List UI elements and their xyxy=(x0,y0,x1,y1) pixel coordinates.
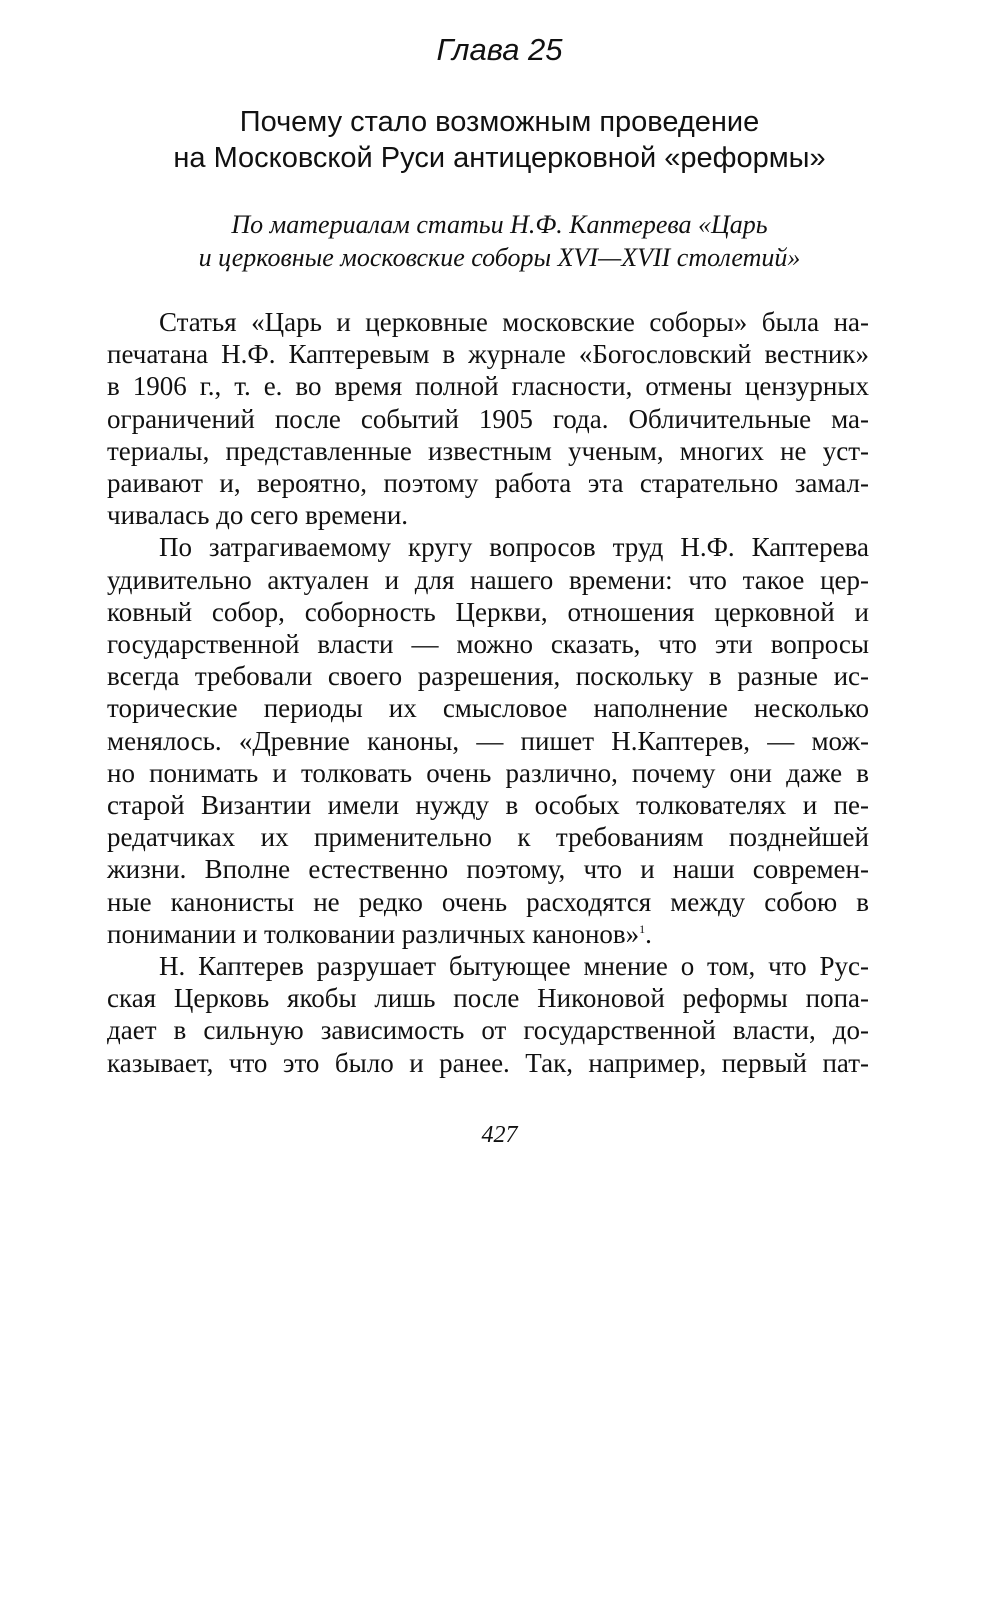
text-line: государственной власти — можно сказать, что эти вопросы xyxy=(107,629,869,660)
text-line: ковный собор, соборность Церкви, отношения церковной и xyxy=(107,596,869,627)
text-line xyxy=(107,918,869,950)
text-line-content: понимании и толковании различных канонов» xyxy=(107,918,640,949)
paragraph-2 xyxy=(107,531,869,950)
text-line: печатана Н.Ф. Каптеревым в журнале «Богословский вестник» xyxy=(107,339,869,370)
text-line: всегда требовали своего разрешения, поскольку в разные ис- xyxy=(107,661,869,692)
text-line: казывает, что это было и ранее. Так, например, первый пат- xyxy=(107,1047,869,1078)
text-line: Н. Каптерев разрушает бытующее мнение о том, что Рус- xyxy=(159,951,869,982)
text-line: раивают и, вероятно, поэтому работа эта старательно замал- xyxy=(107,468,869,499)
text-line: в 1906 г., т. е. во время полной гласности, отмены цензурных xyxy=(107,371,869,402)
text-line: редатчиках их применительно к требованиям позднейшей xyxy=(107,822,869,853)
text-line: дает в сильную зависимость от государственной власти, до- xyxy=(107,1015,869,1046)
source-note-line: По материалам статьи Н.Ф. Каптерева «Царь xyxy=(231,210,768,239)
chapter-title-line: Почему стало возможным проведение xyxy=(239,106,760,138)
text-line: жизни. Вполне естественно поэтому, что и наши современ- xyxy=(107,854,869,885)
page-number: 427 xyxy=(481,1122,518,1148)
body-text xyxy=(107,306,869,1079)
text-line-tail: . xyxy=(645,918,652,949)
text-line: Статья «Царь и церковные московские соборы» была на- xyxy=(159,307,869,337)
text-line: удивительно актуален и для нашего времени: что такое цер- xyxy=(107,564,869,595)
paragraph-3 xyxy=(107,950,869,1079)
text-line: ограничений после событий 1905 года. Обличительные ма- xyxy=(107,403,869,434)
paragraph-1 xyxy=(107,306,869,531)
chapter-heading: Глава 25 xyxy=(436,32,563,67)
text-line: чивалась до сего времени. xyxy=(107,500,409,531)
footnote-mark[interactable]: 1 xyxy=(639,921,646,936)
text-line: старой Византии имели нужду в особых толкователях и пе- xyxy=(107,790,869,821)
chapter-title-line: на Московской Руси антицерковной «реформы» xyxy=(173,142,826,174)
text-line: По затрагиваемому кругу вопросов труд Н.Ф. Каптерева xyxy=(159,532,869,563)
text-line: торические периоды их смысловое наполнение несколько xyxy=(107,693,869,724)
text-line: териалы, представленные известным ученым, многих не уст- xyxy=(107,435,869,466)
text-line: но понимать и толковать очень различно, почему они даже в xyxy=(107,757,869,788)
text-line: ская Церковь якобы лишь после Никоновой реформы попа- xyxy=(107,983,869,1014)
source-note-line: и церковные московские соборы XVI—XVII столетий» xyxy=(198,243,801,272)
chapter-title xyxy=(0,104,999,176)
text-line: ные канонисты не редко очень расходятся между собою в xyxy=(107,886,869,917)
source-note xyxy=(0,208,999,274)
text-line: менялось. «Древние каноны, — пишет Н.Каптерев, — мож- xyxy=(107,725,869,756)
